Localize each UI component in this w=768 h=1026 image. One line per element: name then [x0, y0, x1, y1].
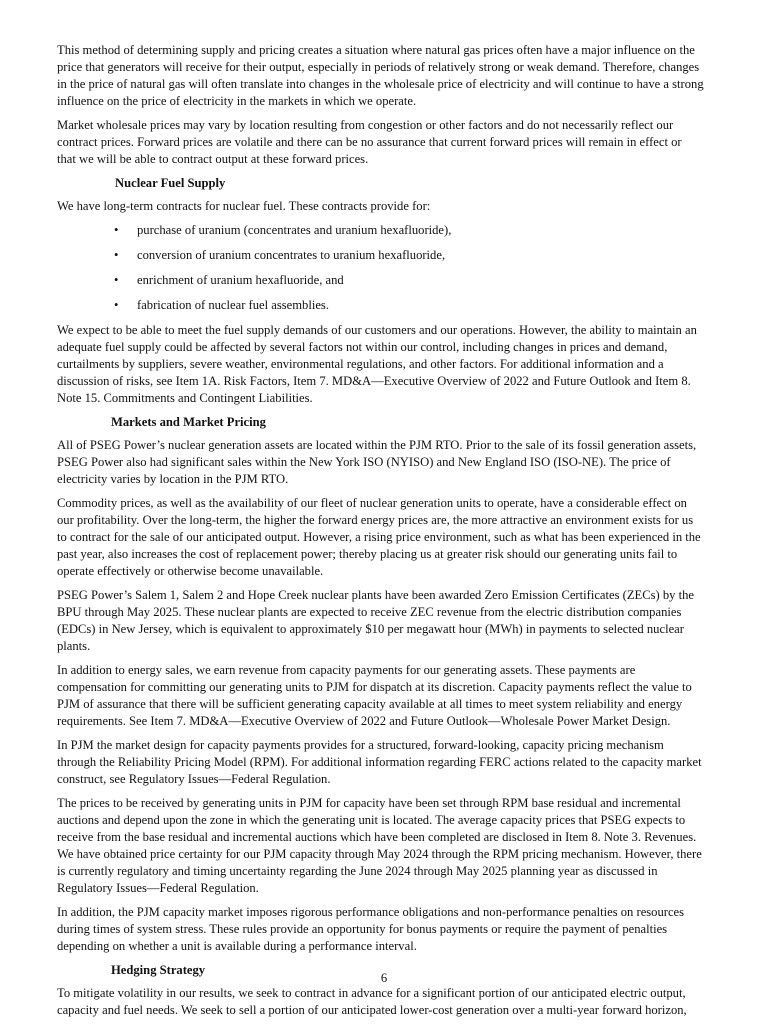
bullet-list	[57, 222, 727, 314]
text-line: past year, also increases the cost of replacement power; thereby placing us at greater risk should our generating units fail to	[57, 547, 678, 561]
text-line: during times of system stress. These rules provide an opportunity for bonus payments or require the payment of penalties	[57, 922, 668, 936]
list-item	[57, 297, 727, 314]
list-item-text: enrichment of uranium hexafluoride, and	[137, 273, 344, 287]
bullet-icon: •	[114, 248, 119, 262]
paragraph	[57, 587, 727, 655]
text-line: curtailments by suppliers, severe weather, environmental regulations, and other factors. For additional information and a	[57, 357, 664, 371]
paragraph	[57, 117, 727, 168]
paragraph	[57, 985, 727, 1019]
paragraph	[57, 437, 727, 488]
text-line: compensation for committing our generating units to PJM for dispatch at its discretion. Capacity payments reflect the value to	[57, 680, 692, 694]
paragraph	[57, 904, 727, 955]
text-line: receive from the base residual and incremental auctions which have been completed are disclosed in Item 8. Note 3. Revenues.	[57, 830, 697, 844]
text-line: Commodity prices, as well as the availability of our fleet of nuclear generation units to operate, have a considerable effect on	[57, 496, 687, 510]
text-line: adequate fuel supply could be affected by several factors not within our control, including changes in prices and demand,	[57, 340, 668, 354]
text-line: construct, see Regulatory Issues—Federal Regulation.	[57, 772, 331, 786]
paragraph	[57, 42, 727, 110]
text-line: We have obtained price certainty for our PJM capacity through May 2024 through the RPM pricing mechanism. However, there	[57, 847, 702, 861]
text-line: that we will be able to contract output at these forward prices.	[57, 152, 369, 166]
text-line: is currently regulatory and timing uncertainty regarding the June 2024 through May 2025 planning year as discussed in	[57, 864, 658, 878]
paragraph	[57, 795, 727, 897]
text-line: To mitigate volatility in our results, we seek to contract in advance for a significant portion of our anticipated electric output,	[57, 986, 686, 1000]
paragraph	[57, 495, 727, 580]
text-line: PSEG Power’s Salem 1, Salem 2 and Hope Creek nuclear plants have been awarded Zero Emission Certificates (ZECs) by the	[57, 588, 694, 602]
text-line: In addition to energy sales, we earn revenue from capacity payments for our generating assets. These payments are	[57, 663, 636, 677]
text-line: contract prices. Forward prices are volatile and there can be no assurance that current forward prices will remain in effect or	[57, 135, 682, 149]
paragraph	[57, 737, 727, 788]
text-line: discussion of risks, see Item 1A. Risk Factors, Item 7. MD&A—Executive Overview of 2022 and Future Outlook and Item 8.	[57, 374, 691, 388]
text-line: to contract for the sale of our anticipated output. However, a rising price environment, such as what has been experienced in the	[57, 530, 701, 544]
list-item	[57, 222, 727, 239]
section-heading: Hedging Strategy	[111, 963, 206, 977]
section-heading: Nuclear Fuel Supply	[115, 176, 226, 190]
text-line: The prices to be received by generating units in PJM for capacity have been set through RPM base residual and incremental	[57, 796, 681, 810]
document-body	[57, 42, 727, 1026]
bullet-icon: •	[114, 273, 119, 287]
bullet-icon: •	[114, 223, 119, 237]
list-item-text: conversion of uranium concentrates to uranium hexafluoride,	[137, 248, 446, 262]
text-line: plants.	[57, 639, 91, 653]
bullet-icon: •	[114, 298, 119, 312]
text-line: Regulatory Issues—Federal Regulation.	[57, 881, 259, 895]
text-line: through the Reliability Pricing Model (RPM). For additional information regarding FERC actions related to the capacity market	[57, 755, 702, 769]
text-line: operate effectively or otherwise become unavailable.	[57, 564, 324, 578]
text-line: (EDCs) in New Jersey, which is equivalent to approximately $10 per megawatt hour (MWh) in payments to selected nuclear	[57, 622, 684, 636]
paragraph	[57, 662, 727, 730]
list-item-text: purchase of uranium (concentrates and uranium hexafluoride),	[137, 223, 452, 237]
text-line: In addition, the PJM capacity market imposes rigorous performance obligations and non-performance penalties on resources	[57, 905, 685, 919]
list-item-text: fabrication of nuclear fuel assemblies.	[137, 298, 329, 312]
text-line: requirements. See Item 7. MD&A—Executive Overview of 2022 and Future Outlook—Wholesale Power Market Design.	[57, 714, 671, 728]
text-line: PJM of assurance that there will be sufficient generating capacity available at all times to meet system reliability and energy	[57, 697, 683, 711]
list-item	[57, 272, 727, 289]
list-item	[57, 247, 727, 264]
paragraph	[57, 198, 727, 215]
text-line: This method of determining supply and pricing creates a situation where natural gas prices often have a major influence on the	[57, 43, 695, 57]
text-line: our profitability. Over the long-term, the higher the forward energy prices are, the more attractive an environment exists for us	[57, 513, 694, 527]
text-line: depending on whether a unit is available during a performance interval.	[57, 939, 417, 953]
text-line: Note 15. Commitments and Contingent Liabilities.	[57, 391, 313, 405]
text-line: BPU through May 2025. These nuclear plants are expected to receive ZEC revenue from the electric distribution companies	[57, 605, 682, 619]
text-line: All of PSEG Power’s nuclear generation assets are located within the PJM RTO. Prior to the sale of its fossil generation assets,	[57, 438, 697, 452]
text-line: auctions and depend upon the zone in which the generating unit is located. The average capacity prices that PSEG expects to	[57, 813, 686, 827]
text-line: electricity varies by location in the PJM RTO.	[57, 472, 289, 486]
text-line: Market wholesale prices may vary by location resulting from congestion or other factors and do not necessarily reflect our	[57, 118, 674, 132]
page-number: 6	[380, 971, 388, 985]
paragraph	[57, 322, 727, 407]
section-heading: Markets and Market Pricing	[111, 415, 266, 429]
text-line: in the price of natural gas will often translate into changes in the wholesale price of electricity and will continue to have a strong	[57, 77, 704, 91]
text-line: influence on the price of electricity in the markets in which we operate.	[57, 94, 417, 108]
text-line: We have long-term contracts for nuclear fuel. These contracts provide for:	[57, 199, 431, 213]
text-line: In PJM the market design for capacity payments provides for a structured, forward-looking, capacity pricing mechanism	[57, 738, 664, 752]
text-line: price that generators will receive for their output, especially in periods of relatively strong or weak demand. Therefore, changes	[57, 60, 700, 74]
text-line: PSEG Power also had significant sales within the New York ISO (NYISO) and New England ISO (ISO-NE). The price of	[57, 455, 671, 469]
text-line: capacity and fuel needs. We seek to sell a portion of our anticipated lower-cost generation over a multi-year forward horizon,	[57, 1003, 687, 1017]
text-line: We expect to be able to meet the fuel supply demands of our customers and our operations. However, the ability to maintain an	[57, 323, 697, 337]
